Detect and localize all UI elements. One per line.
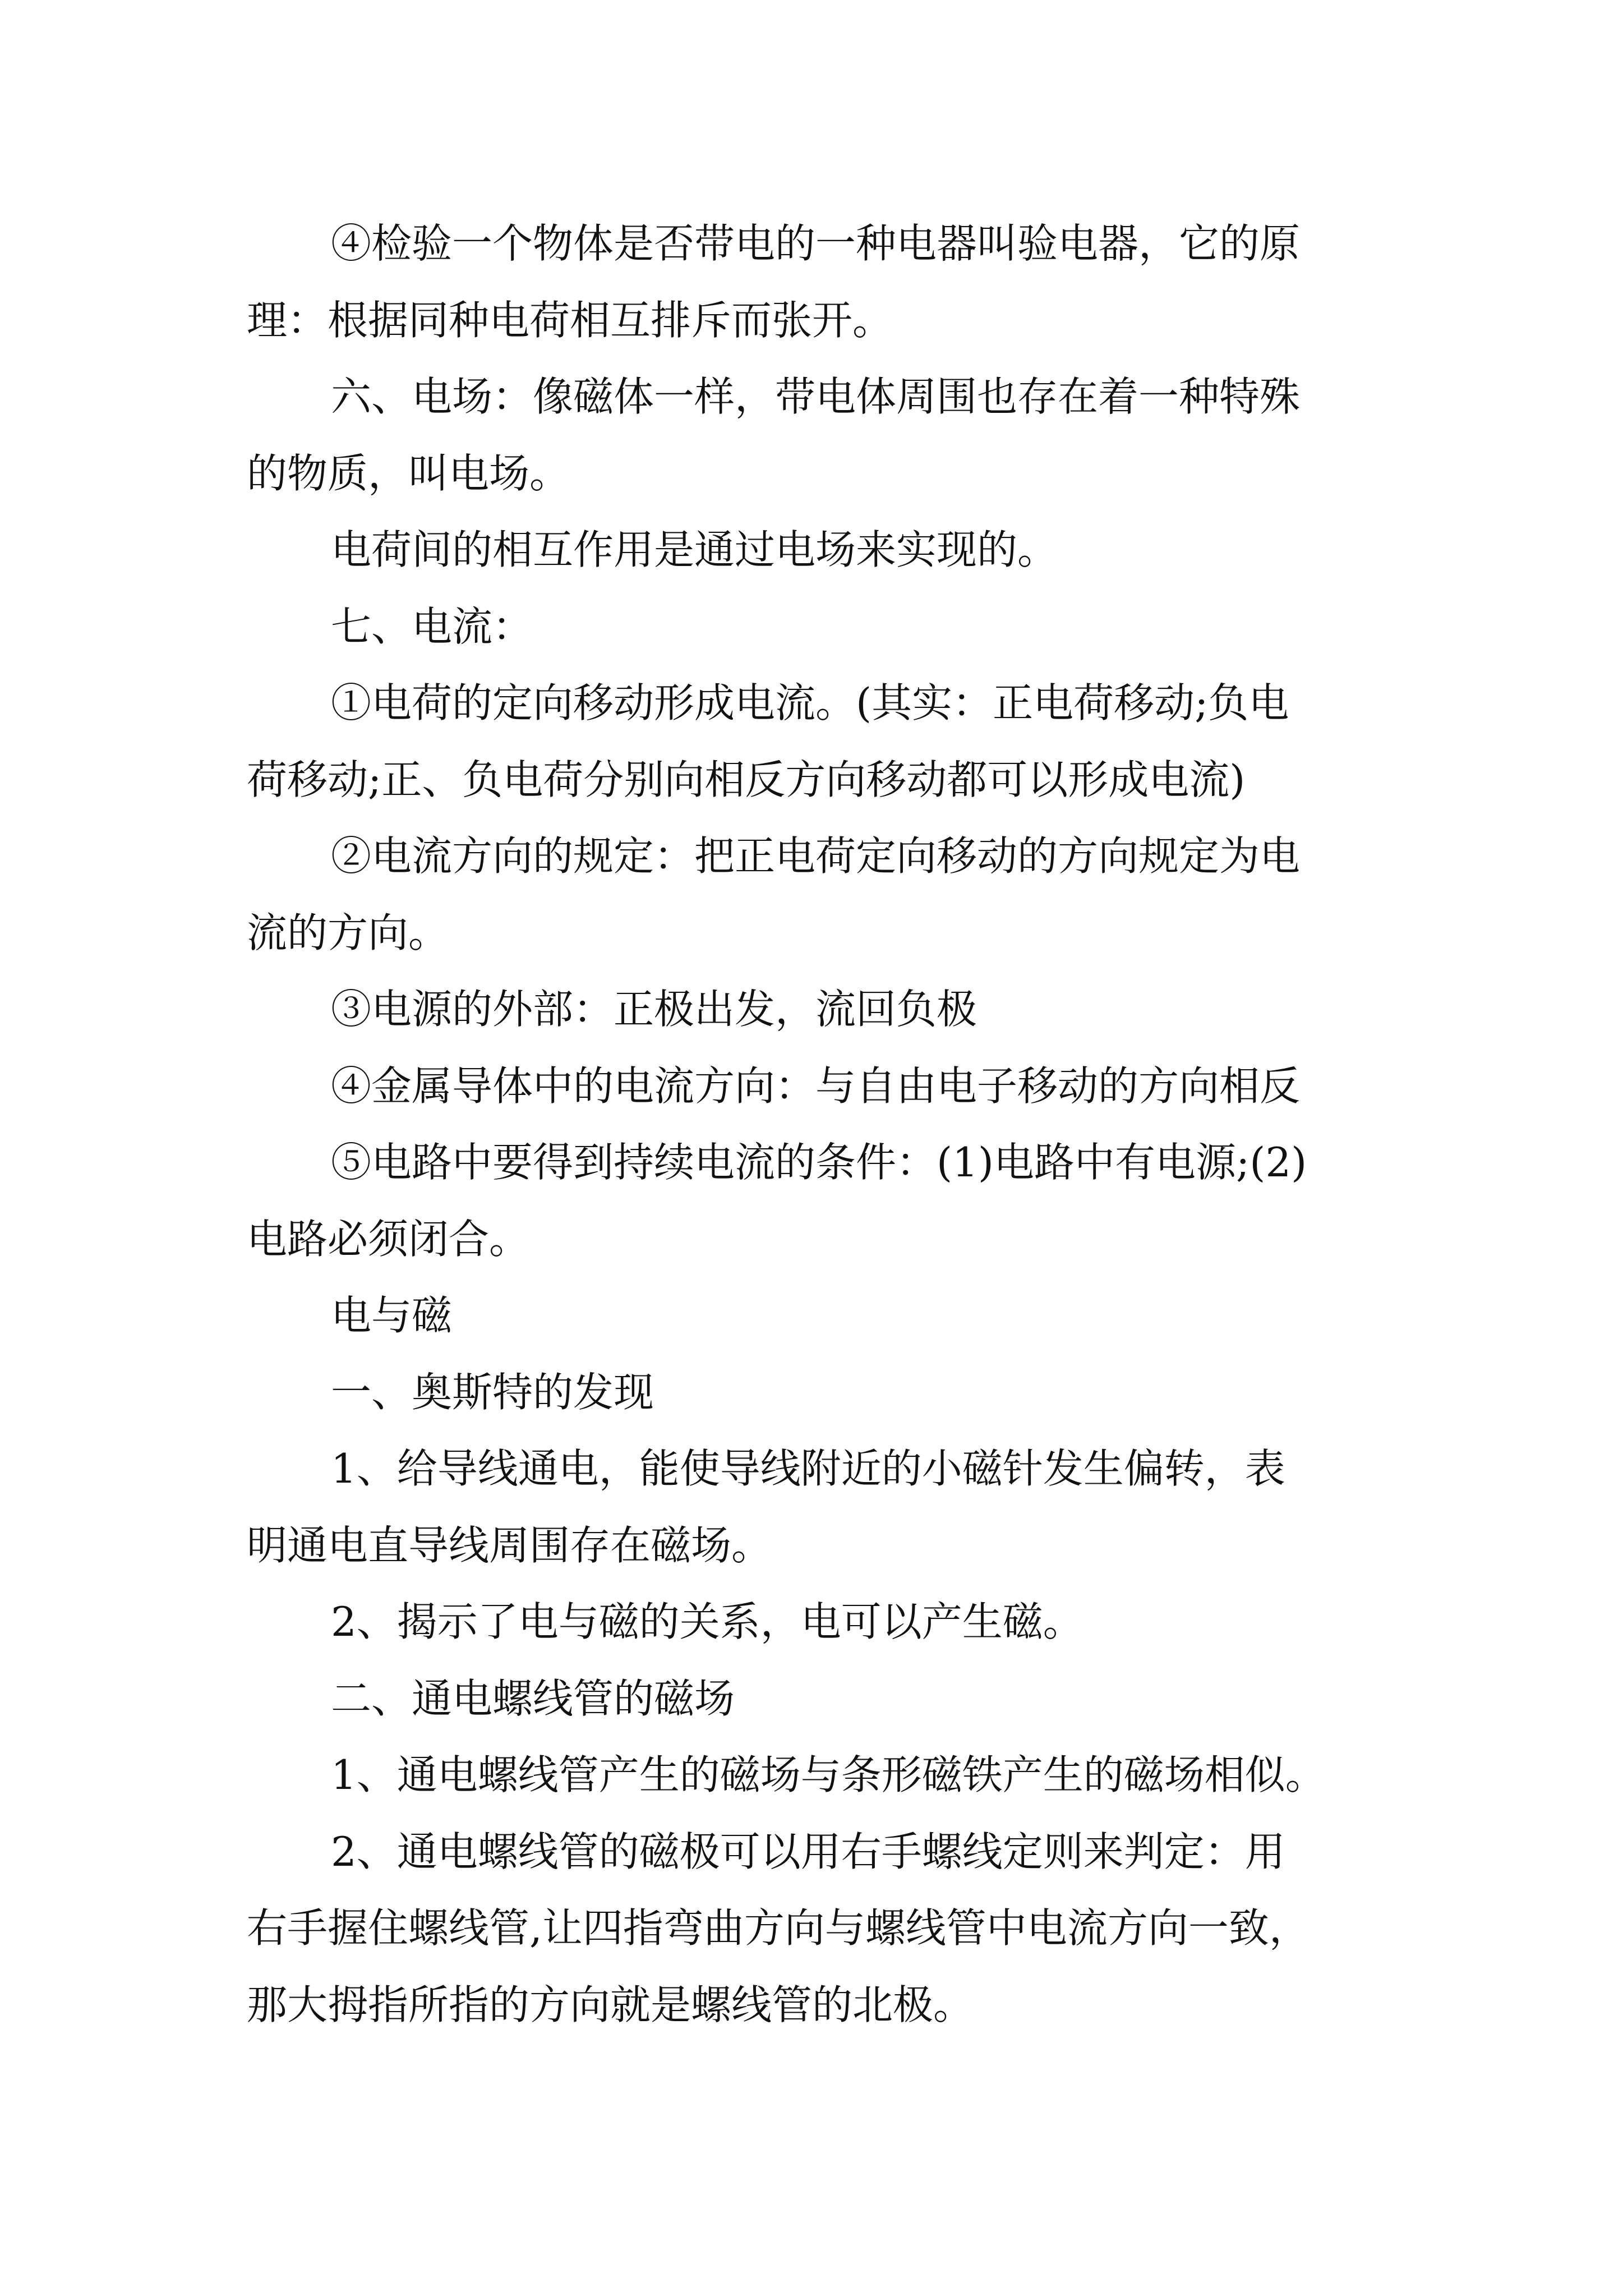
paragraph-line: ④检验一个物体是否带电的一种电器叫验电器，它的原 <box>331 220 1301 267</box>
section-title: 电与磁 <box>331 1292 453 1339</box>
section-heading-line: 一、奥斯特的发现 <box>331 1368 654 1416</box>
paragraph-line: 电路必须闭合。 <box>247 1215 530 1263</box>
paragraph-line: 1、给导线通电，能使导线附近的小磁针发生偏转，表 <box>331 1445 1285 1492</box>
paragraph-line: ③电源的外部：正极出发，流回负极 <box>331 986 978 1033</box>
paragraph-line: 右手握住螺线管,让四指弯曲方向与螺线管中电流方向一致， <box>247 1904 1310 1952</box>
document-body <box>247 205 1385 2043</box>
paragraph-line: ⑤电路中要得到持续电流的条件：(1)电路中有电源;(2) <box>331 1139 1307 1186</box>
paragraph-line: 的物质，叫电场。 <box>247 449 570 497</box>
paragraph-line: 明通电直导线周围存在磁场。 <box>247 1521 772 1569</box>
paragraph-line: 2、揭示了电与磁的关系，电可以产生磁。 <box>331 1598 1083 1645</box>
paragraph-line: ①电荷的定向移动形成电流。(其实：正电荷移动;负电 <box>331 679 1289 726</box>
paragraph-line: 流的方向。 <box>247 909 449 956</box>
section-heading-line: 二、通电螺线管的磁场 <box>331 1674 735 1722</box>
paragraph-line: 理：根据同种电荷相互排斥而张开。 <box>247 296 893 344</box>
paragraph-line: 2、通电螺线管的磁极可以用右手螺线定则来判定：用 <box>331 1828 1285 1875</box>
paragraph-line: ②电流方向的规定：把正电荷定向移动的方向规定为电 <box>331 832 1301 880</box>
paragraph-line: 1、通电螺线管产生的磁场与条形磁铁产生的磁场相似。 <box>331 1751 1326 1798</box>
section-heading-line: 六、电场：像磁体一样，带电体周围也存在着一种特殊 <box>331 373 1301 420</box>
paragraph-line: 那大拇指所指的方向就是螺线管的北极。 <box>247 1981 974 2028</box>
section-heading-line: 七、电流： <box>331 602 533 650</box>
paragraph-line: ④金属导体中的电流方向：与自由电子移动的方向相反 <box>331 1062 1301 1110</box>
paragraph-line: 电荷间的相互作用是通过电场来实现的。 <box>331 526 1058 573</box>
paragraph-line: 荷移动;正、负电荷分别向相反方向移动都可以形成电流) <box>247 756 1246 803</box>
